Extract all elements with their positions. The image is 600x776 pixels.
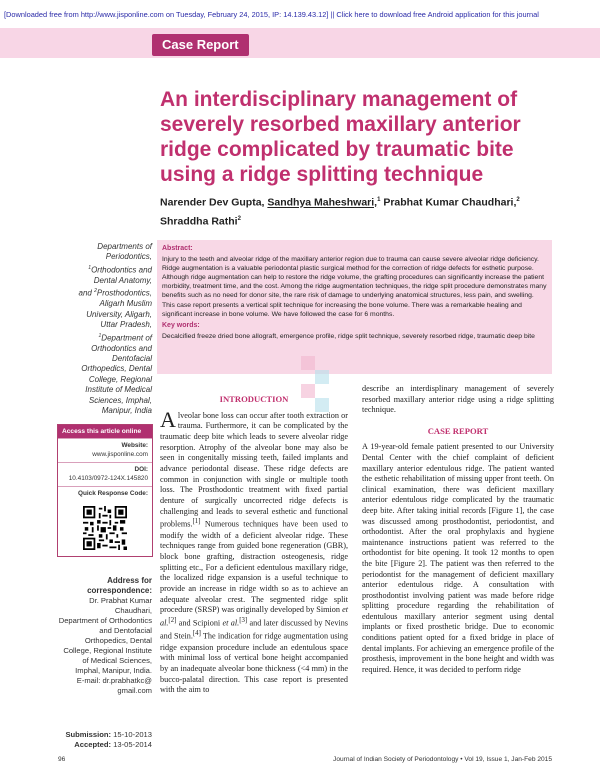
author-1: Narender Dev Gupta, <box>160 196 265 209</box>
correspondence-block <box>50 576 152 696</box>
aff-line: Periodontics, <box>105 252 152 262</box>
website-row <box>58 438 152 462</box>
abstract-box <box>157 240 552 374</box>
corr-line: Dr. Prabhat Kumar <box>89 596 152 605</box>
dates-block <box>50 730 152 750</box>
author-list <box>160 192 570 229</box>
doi-value[interactable]: 10.4103/0972-124X.145820 <box>68 474 148 482</box>
col2-top-text: describe an interdisplinary management of severely resorbed maxillary anterior ridge using a ridge splitting technique. <box>362 384 554 415</box>
aff-line: University, Aligarh, <box>86 309 152 319</box>
aff-line: Aligarh Muslim <box>99 299 152 309</box>
keywords-heading: Key words: <box>162 321 200 329</box>
corr-line: and Dentofacial <box>99 626 152 635</box>
corr-email[interactable]: E-mail: dr.prabhatkc@ <box>76 676 152 685</box>
article-title: An interdisciplinary management of severely resorbed maxillary anterior ridge complicated by traumatic bite using a ridge splitting technique <box>160 88 521 186</box>
aff-line: Departments of <box>97 242 152 251</box>
doi-row <box>58 462 152 486</box>
aff-line: Uttar Pradesh, <box>100 320 152 330</box>
aff-line: Orthodontics and <box>91 343 152 353</box>
abstract-text: Injury to the teeth and alveolar ridge of the maxillary anterior region due to trauma can cause severe alveolar ridge deficiency. Ridge augmentation is a valuable periodontal plastic surgical method for the correction of ridge defects for esthetic purpose. Although ridge augmentation can help to restore the ridge volume, the grafting procedures can significantly increase the patient morbidity, treatment time, and the cost. Among the ridge augmentation techniques, the ridge split procedure demonstrates many benefits such as no need for donor site, the rare risk of damage to underlying anatomical structures, less pain, and swelling. This case report presents a vertical split technique for increasing the bone volume. There was a remarkable healing and significant increase in bone volume. We have followed the case for 6 months. <box>162 256 547 318</box>
section-tab: Case Report <box>152 34 249 56</box>
author-4: Shraddha Rathi <box>160 215 238 227</box>
aff-line: $^1$Department of <box>98 332 152 343</box>
aff-line: Dental Anatomy, <box>93 275 152 285</box>
aff-line: Sciences, Imphal, <box>88 395 152 405</box>
access-heading: Access this article online <box>58 425 152 438</box>
corr-line: College, Regional Institute <box>63 646 152 655</box>
corr-line: Chaudhari, <box>114 606 152 615</box>
author-4-sup: 2 <box>237 215 241 222</box>
header-band <box>0 28 600 58</box>
intro-heading: INTRODUCTION <box>219 394 289 404</box>
aff-line: Manipur, India <box>101 406 152 416</box>
aff-line: Orthopedics, Dental <box>81 364 152 374</box>
aff-line: College, Regional <box>88 374 152 384</box>
corr-line: Imphal, Manipur, India. <box>75 666 152 675</box>
doi-label: DOI: <box>134 466 148 473</box>
aff-line: and $^2$Prosthodontics, <box>78 288 152 298</box>
case-report-column <box>362 384 554 675</box>
qr-code-icon[interactable] <box>83 506 127 550</box>
intro-paragraph: Alveolar bone loss can occur after tooth extraction or trauma. Furthermore, it can be complicated by the traumatic deep bite which leads to severe alveolar ridge resorption. Atrophy of the alveolar bone may also be seen in congenitally missing teeth, failed implants and advance periodontal disease. These ridge defects are common in conjunction with single or multiple tooth loss. The Prosthodontic treatment with fixed partial denture of surgically uncorrected ridge defects is challenging and leads to several esthetic and functional problems.[1] Numerous techniques have been used to modify the width of a deficient alveolar ridge. These techniques range from guided bone regeneration (GBR), block bone grafting, distraction osteogenesis, ridge splitting etc., For a deficient edentulous maxillary ridge, the localized ridge expansion is a useful technique to provide an increase in ridge width so as to achieve an adequate alveolar crest. The segmented ridge split procedure (SRSP) was originally developed by Simion et al.[2] and Scipioni et al.[3] and later discussed by Nevins and Stein.[4] The indication for ridge augmentation using ridge expansion procedure include an edentulous space with minimal loss of vertical bone height accompanied by an inadequate alveolar bone thickness (<4 mm) in the bucco-palatal direction. This case report is presented with the aim to <box>160 406 348 695</box>
aff-line: $^1$Orthodontics and <box>88 264 152 275</box>
author-3: Prabhat Kumar Chaudhari, <box>383 196 517 209</box>
dropcap: A <box>160 406 176 432</box>
access-online-box <box>57 424 153 557</box>
intro-column <box>160 390 348 696</box>
qr-label: Quick Response Code: <box>78 490 148 497</box>
author-2: Sandhya Maheshwari, <box>267 196 378 209</box>
journal-citation: Journal of Indian Society of Periodontology • Vol 19, Issue 1, Jan-Feb 2015 <box>333 756 552 763</box>
submission-row: Submission: 15-10-2013 <box>65 730 152 739</box>
corr-line: Orthopedics, Dental <box>84 636 152 645</box>
corr-email[interactable]: gmail.com <box>117 686 152 695</box>
corr-line: Department of Orthodontics <box>58 616 152 625</box>
corr-label: Address for <box>107 576 152 585</box>
keywords-text: Decalcified freeze dried bone allograft, emergence profile, ridge split technique, severely resorbed ridge, traumatic deep bite <box>162 332 535 340</box>
aff-line: Dentofacial <box>111 354 152 364</box>
qr-row <box>58 486 152 502</box>
affiliations <box>60 242 152 416</box>
aff-line: Institute of Medical <box>85 385 152 395</box>
accepted-row: Accepted: 13-05-2014 <box>74 740 152 749</box>
author-2-sup: 1 <box>377 197 381 203</box>
case-report-text: A 19-year-old female patient presented to our University Dental Center with the chief complaint of deficient maxillary anterior edentulous ridge. The patient wanted the esthetic rehabilitation of missing upper front teeth. On clinical examination, there was deficient maxillary anterior edentulous ridge complicated by the traumatic deep bite. After taking initial records [Figure 1], the case was discussed among prosthodontist, periodontist, and orthodontist. After the oral prophylaxis and hygiene maintenance instructions patient was referred to the orthodontist for bite opening. It took 12 months to open the bite [Figure 2]. The patient was then referred to the periodontist for the management of deficient maxillary anterior edentulous ridge. A consultation with prosthodontist involving patient was made before ridge splitting procedure regarding the rehabilitation of edentulous maxillary anterior segment using dental implants or fixed prosthetic bridge. Due to economic conditions patient opted for a fixed bridge in place of dental implants. For achieving an emergence profile of the prosthesis, improvement in the bone height and width was required. Hence, it was decided to perform ridge <box>362 442 554 674</box>
website-label: Website: <box>121 442 148 449</box>
case-report-heading: CASE REPORT <box>427 425 489 436</box>
website-link[interactable]: www.jisponline.com <box>92 450 148 458</box>
corr-label: correspondence: <box>87 586 152 595</box>
abstract-heading: Abstract: <box>162 245 193 252</box>
author-3-sup: 2 <box>516 197 520 203</box>
corr-line: of Medical Sciences, <box>82 656 152 665</box>
download-banner[interactable]: [Downloaded free from http://www.jisponline.com on Tuesday, February 24, 2015, IP: 14.139.43.12] || Click here to download free Android application for this journal <box>4 10 539 19</box>
page-number: 96 <box>58 756 66 763</box>
